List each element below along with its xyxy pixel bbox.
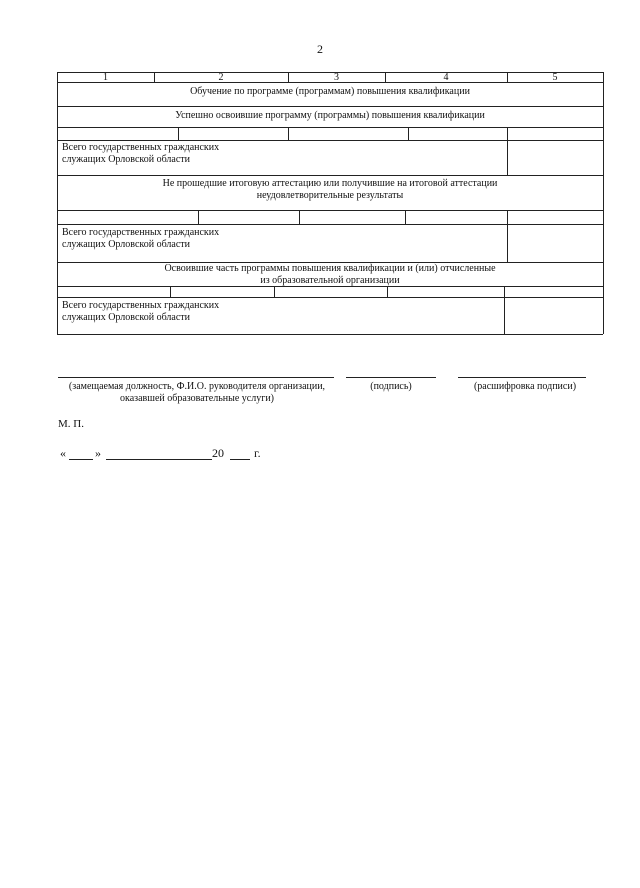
- total-label: [62, 300, 302, 324]
- month-blank: [106, 459, 212, 460]
- column-number: 1: [103, 72, 108, 83]
- section-title: [57, 263, 603, 287]
- section-title: [57, 178, 603, 202]
- total-label: [62, 142, 302, 166]
- section-title-line: из образовательной организации: [260, 275, 400, 286]
- date-open-quote: «: [60, 446, 66, 460]
- total-label-line: служащих Орловской области: [62, 154, 191, 165]
- position-label-line: (замещаемая должность, Ф.И.О. руководителя организации,: [68, 381, 326, 392]
- total-label-line: служащих Орловской области: [62, 239, 191, 250]
- section-title: Обучение по программе (программам) повышения квалификации: [190, 86, 470, 97]
- year-prefix: 20: [212, 446, 224, 460]
- section-title-line: неудовлетворительные результаты: [256, 190, 404, 201]
- date-line: [60, 446, 280, 462]
- year-suffix: г.: [254, 446, 261, 460]
- total-label-line: служащих Орловской области: [62, 312, 191, 323]
- section-title-line: Освоившие часть программы повышения квалификации и (или) отчисленные: [164, 263, 496, 274]
- total-label: [62, 227, 302, 251]
- total-label-line: Всего государственных гражданских: [62, 227, 220, 238]
- column-number: 3: [334, 72, 339, 83]
- signature-line: [346, 377, 436, 378]
- decoding-label: (расшифровка подписи): [473, 381, 577, 392]
- position-label: [52, 381, 342, 405]
- total-label-line: Всего государственных гражданских: [62, 300, 220, 311]
- signature-label: (подпись): [370, 381, 412, 392]
- total-label-line: Всего государственных гражданских: [62, 142, 220, 153]
- year-blank: [230, 459, 250, 460]
- position-line: [58, 377, 334, 378]
- position-label-line: оказавшей образовательные услуги): [119, 393, 274, 404]
- date-close-quote: »: [95, 446, 101, 460]
- section-title-line: Не прошедшие итоговую аттестацию или получившие на итоговой аттестации: [162, 178, 498, 189]
- column-number: 4: [443, 72, 449, 83]
- stamp-label: М. П.: [58, 418, 84, 430]
- section-subtitle: Успешно освоившие программу (программы) повышения квалификации: [175, 110, 485, 121]
- day-blank: [69, 459, 93, 460]
- column-number: 2: [218, 72, 224, 83]
- column-number: 5: [552, 72, 558, 83]
- decoding-line: [458, 377, 586, 378]
- page-number: 2: [317, 42, 323, 56]
